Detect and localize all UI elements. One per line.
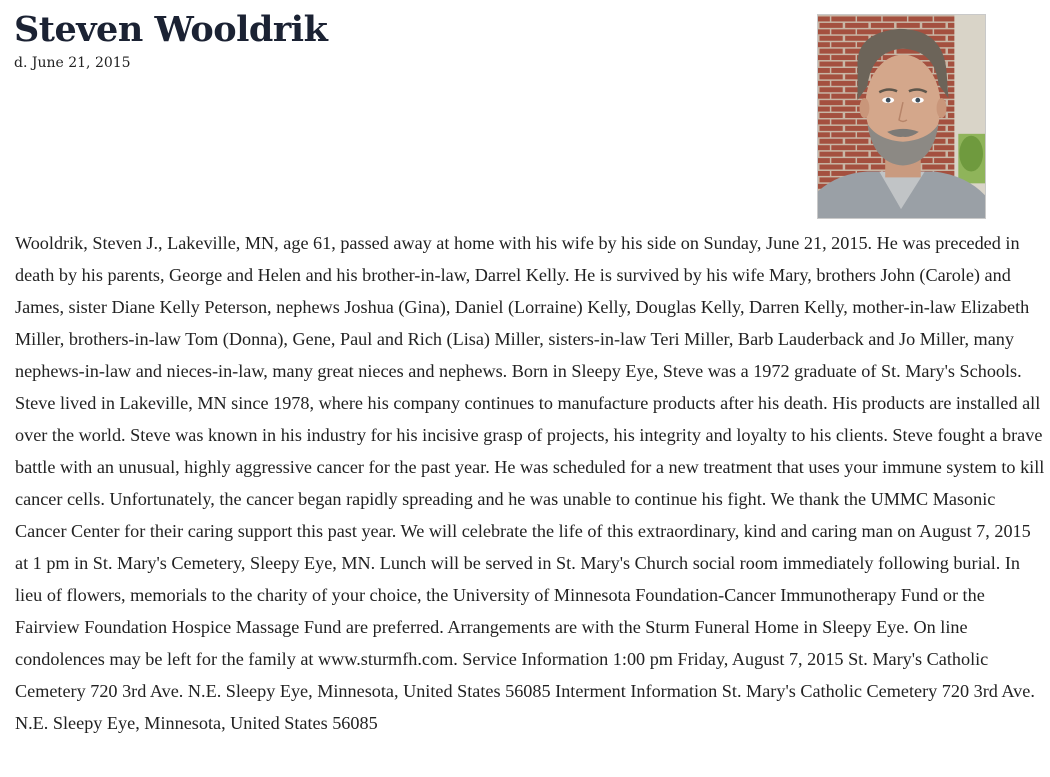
obituary-header: [14, 8, 327, 72]
obituary-text: Wooldrik, Steven J., Lakeville, MN, age 61, passed away at home with his wife by his side on Sunday, June 21, 2015. He was preceded in death by his parents, George and Helen and his brother-in-law, Darrel Kelly. He is survived by his wife Mary, brothers John (Carole) and James, sister Diane Kelly Peterson, nephews Joshua (Gina), Daniel (Lorraine) Kelly, Douglas Kelly, Darren Kelly, mother-in-law Elizabeth Miller, brothers-in-law Tom (Donna), Gene, Paul and Rich (Lisa) Miller, sisters-in-law Teri Miller, Barb Lauderback and Jo Miller, many nephews-in-law and nieces-in-law, many great nieces and nephews. Born in Sleepy Eye, Steve was a 1972 graduate of St. Mary's Schools. Steve lived in Lakeville, MN since 1978, where his company continues to manufacture products after his death. His products are installed all over the world. Steve was known in his industry for his incisive grasp of projects, his integrity and loyalty to his clients. Steve fought a brave battle with an unusual, highly aggressive cancer for the past year. He was scheduled for a new treatment that uses your immune system to kill cancer cells. Unfortunately, the cancer began rapidly spreading and he was unable to continue his fight. We thank the UMMC Masonic Cancer Center for their caring support this past year. We will celebrate the life of this extraordinary, kind and caring man on August 7, 2015 at 1 pm in St. Mary's Cemetery, Sleepy Eye, MN. Lunch will be served in St. Mary's Church social room immediately following burial. In lieu of flowers, memorials to the charity of your choice, the University of Minnesota Foundation-Cancer Immunotherapy Fund or the Fairview Foundation Hospice Massage Fund are preferred. Arrangements are with the Sturm Funeral Home in Sleepy Eye. On line condolences may be left for the family at www.sturmfh.com. Service Information 1:00 pm Friday, August 7, 2015 St. Mary's Catholic Cemetery 720 3rd Ave. N.E. Sleepy Eye, Minnesota, United States 56085 Interment Information St. Mary's Catholic Cemetery 720 3rd Ave. N.E. Sleepy Eye, Minnesota, United States 56085: [15, 233, 1045, 733]
death-date: d. June 21, 2015: [14, 55, 131, 71]
portrait-image: [818, 15, 985, 218]
portrait-photo: [817, 14, 986, 219]
deceased-name: Steven Wooldrik: [14, 9, 328, 50]
